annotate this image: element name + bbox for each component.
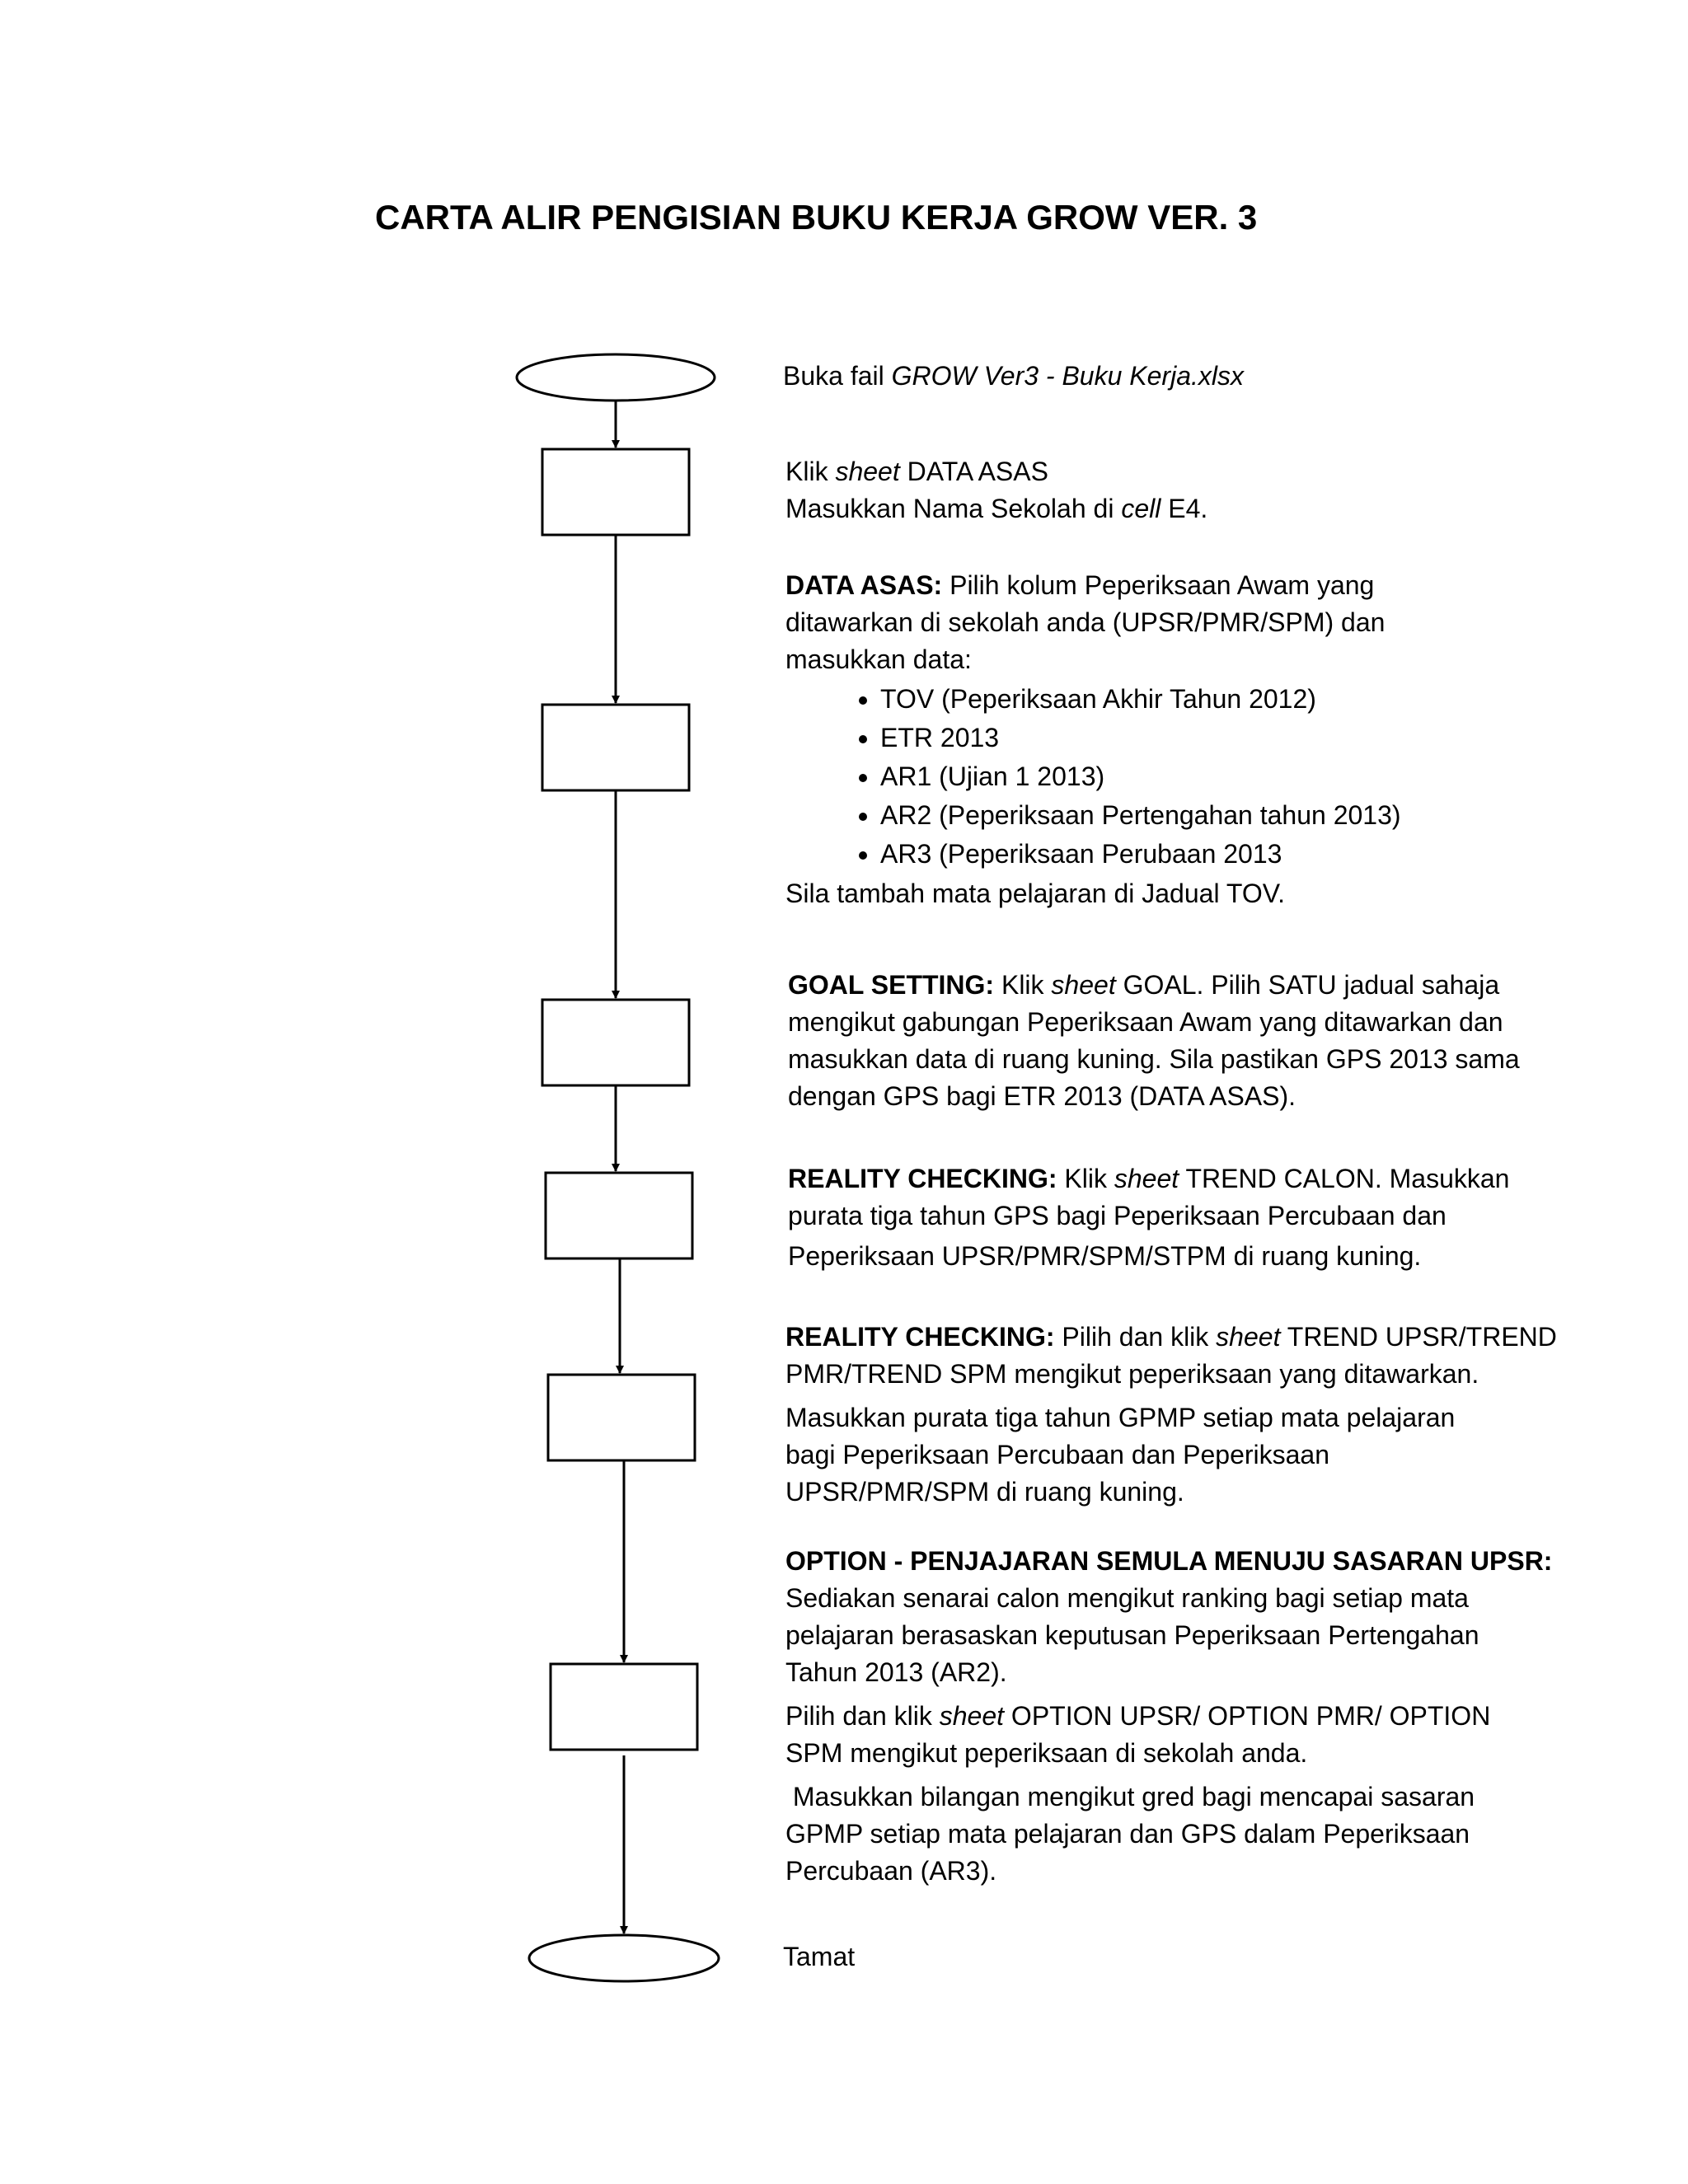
step-4-text: REALITY CHECKING: Klik sheet TREND CALON. Masukkan purata tiga tahun GPS bagi Peperiksaan Percubaan dan Peperiksaan UPSR/PMR/SPM/STPM di ruang kuning. xyxy=(788,1164,1510,1271)
process-box-1 xyxy=(542,449,689,535)
bullet-item: • AR3 (Peperiksaan Perubaan 2013 xyxy=(880,835,1401,874)
start-terminator xyxy=(517,354,715,401)
bullet-item: • AR2 (Peperiksaan Pertengahan tahun 2013) xyxy=(880,796,1401,835)
bullet-item: • ETR 2013 xyxy=(880,719,1401,757)
step-5-text: REALITY CHECKING: Pilih dan klik sheet TREND UPSR/TREND PMR/TREND SPM mengikut peperiksaan yang ditawarkan. Masukkan purata tiga tahun GPMP setiap mata pelajaran bagi Peperiksaan Percubaan dan Peperiksaan UPSR/PMR/SPM di ruang kuning. xyxy=(785,1322,1557,1507)
step-2-bullet-list xyxy=(785,680,1401,874)
step-2-text: DATA ASAS: Pilih kolum Peperiksaan Awam yang ditawarkan di sekolah anda (UPSR/PMR/SPM) dan masukkan data: • TOV (Peperiksaan Akhir Tahun 2012) • ETR 2013 • AR1 (Ujian 1 2013) • AR2 (Peperiksaan Pertengahan tahun 2013) • AR3 (Peperiksaan Perubaan 2013 Sila tambah mata pelajaran di Jadual TOV. xyxy=(785,567,1401,912)
step-1-text: Klik sheet DATA ASAS Masukkan Nama Sekolah di cell E4. xyxy=(785,457,1208,523)
page-title: CARTA ALIR PENGISIAN BUKU KERJA GROW VER. 3 xyxy=(375,198,1258,237)
bullet-item: • AR1 (Ujian 1 2013) xyxy=(880,757,1401,796)
bullet-item: • TOV (Peperiksaan Akhir Tahun 2012) xyxy=(880,680,1401,719)
process-box-4 xyxy=(546,1173,692,1258)
step-start-text: Buka fail GROW Ver3 - Buku Kerja.xlsx xyxy=(783,361,1244,391)
process-box-5 xyxy=(548,1375,695,1460)
step-3-text: GOAL SETTING: Klik sheet GOAL. Pilih SATU jadual sahaja mengikut gabungan Peperiksaan Awam yang ditawarkan dan masukkan data di ruang kuning. Sila pastikan GPS 2013 sama dengan GPS bagi ETR 2013 (DATA ASAS). xyxy=(788,970,1520,1111)
step-end-text: Tamat xyxy=(783,1942,856,1971)
end-terminator xyxy=(529,1935,719,1981)
process-box-3 xyxy=(542,1000,689,1085)
step-6-text: OPTION - PENJAJARAN SEMULA MENUJU SASARAN UPSR: Sediakan senarai calon mengikut ranking bagi setiap mata pelajaran berasaskan keputusan Peperiksaan Pertengahan Tahun 2013 (AR2). Pilih dan klik sheet OPTION UPSR/ OPTION PMR/ OPTION SPM mengikut peperiksaan di sekolah anda. Masukkan bilangan mengikut gred bagi mencapai sasaran GPMP setiap mata pelajaran dan GPS dalam Peperiksaan Percubaan (AR3). xyxy=(785,1546,1553,1886)
process-box-2 xyxy=(542,705,689,790)
process-box-6 xyxy=(551,1664,697,1750)
